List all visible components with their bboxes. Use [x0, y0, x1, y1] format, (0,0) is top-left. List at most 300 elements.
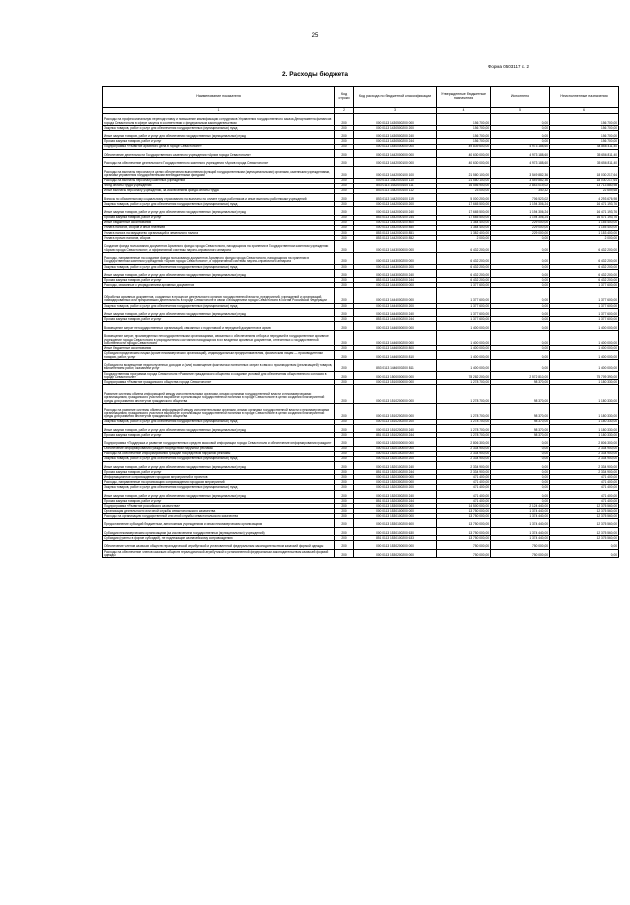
row-code: 200 [335, 125, 354, 130]
row-executed: 0,00 [491, 283, 550, 288]
row-name: Иные закупки товаров, работ и услуг для обеспечения государственных (муниципальных) нужд [103, 490, 335, 499]
row-name: Расходы, направленные на создание фонда пользования документов Архивного фонда города Севастополя, находящихся на хранении в Государственном казенном учреждении «Архив города Севастополя», и эффективной системы научно-справочного аппарата [103, 252, 335, 264]
row-code: 200 [335, 404, 354, 419]
row-unexecuted: 18 030 217,64 [550, 166, 619, 178]
row-approved: 2 334 900,00 [437, 451, 491, 456]
table-row [103, 385, 619, 404]
row-kbk: 000 0113 1530000000 000 [354, 504, 437, 509]
row-kbk: 853 0113 1442000100 111 [354, 183, 437, 188]
row-name: Иные бюджетные ассигнования [103, 346, 335, 351]
row-unexecuted: 16 471 193,76 [550, 207, 619, 216]
row-approved: 5 000 200,00 [437, 193, 491, 202]
row-unexecuted: 4 293 676,98 [550, 193, 619, 202]
row-kbk: 000 0113 1442000100 110 [354, 178, 437, 183]
row-unexecuted: 2 806 300,00 [550, 438, 619, 447]
row-unexecuted: 471 400,00 [550, 490, 619, 499]
row-kbk: 000 0113 1530100000 000 [354, 509, 437, 514]
row-approved: 471 400,00 [437, 480, 491, 485]
row-unexecuted: 1 377 600,00 [550, 303, 619, 308]
row-name: Информационное сопровождение городских мероприятий и проектов [103, 475, 335, 480]
row-approved: 2 806 300,00 [437, 438, 491, 447]
row-code: 200 [335, 446, 354, 451]
row-name: Расходы на обеспечение членов казачьих обществ геральдической атрибутикой и установленной федеральным законодательством казачьей формой одежды [103, 549, 335, 558]
row-code: 200 [335, 351, 354, 360]
row-code: 200 [335, 359, 354, 371]
row-kbk: 000 0113 1510200200 240 [354, 424, 437, 433]
row-executed: 1 194 306,24 [491, 215, 550, 220]
row-kbk: 000 0113 1530100200 600 [354, 519, 437, 528]
row-name: Прочая закупка товаров, работ и услуг [103, 278, 335, 283]
row-code: 200 [335, 230, 354, 235]
row-executed: 0,00 [491, 322, 550, 331]
row-kbk: 000 0113 1510000000 000 [354, 380, 437, 385]
row-executed: 750 000,00 [491, 541, 550, 550]
row-name: Субсидии юридическим лицам (кроме некоммерческих организаций), индивидуальным предпринимателям, физическим лицам — производителям товаров, работ, услуг [103, 351, 335, 360]
row-kbk: 851 0113 1520300200 244 [354, 499, 437, 504]
row-name: Иные закупки товаров, работ и услуг для обеспечения государственных (муниципальных) нужд [103, 308, 335, 317]
row-kbk: 000 0113 1446000200 810 [354, 351, 437, 360]
row-approved: 6 432 200,00 [437, 252, 491, 264]
row-kbk: 000 0113 1444000000 000 [354, 283, 437, 288]
row-code: 200 [335, 139, 354, 144]
row-approved: 13 750 000,00 [437, 536, 491, 541]
table-row [103, 527, 619, 536]
row-kbk: 000 0113 1520300000 000 [354, 475, 437, 480]
row-unexecuted: 2 334 900,00 [550, 461, 619, 470]
row-kbk: 000 0113 1444000200 240 [354, 308, 437, 317]
row-name: Предоставление субсидий бюджетным, автономным учреждениям и иным некоммерческим организациям [103, 519, 335, 528]
row-approved: 1 377 600,00 [437, 303, 491, 308]
row-unexecuted: 2 334 900,00 [550, 456, 619, 461]
row-executed: 0,00 [491, 264, 550, 269]
row-executed: 98 370,00 [491, 424, 550, 433]
row-approved: 1 278 700,00 [437, 404, 491, 419]
table-row [103, 130, 619, 139]
row-name: Закупка товаров, работ и услуг для обеспечения государственных (муниципальных) нужд [103, 485, 335, 490]
table-row [103, 193, 619, 202]
row-name: Закупка товаров, работ и услуг для обеспечения государственных (муниципальных) нужд [103, 419, 335, 424]
row-approved: 1 278 700,00 [437, 433, 491, 438]
row-approved: 1 400 000,00 [437, 351, 491, 360]
row-approved: 156 700,00 [437, 125, 491, 130]
row-code: 200 [335, 490, 354, 499]
row-approved: 40 630 000,00 [437, 158, 491, 167]
row-name: Расходы, связанные с упорядочением архивных документов [103, 283, 335, 288]
row-unexecuted: 12 375 560,00 [550, 519, 619, 528]
row-name: Прочая закупка товаров, работ и услуг [103, 499, 335, 504]
row-code: 200 [335, 166, 354, 178]
row-code: 200 [335, 264, 354, 269]
row-kbk: 000 0113 1530200000 000 [354, 541, 437, 550]
row-kbk: 000 0113 1530200200 000 [354, 549, 437, 558]
row-executed: 0,00 [491, 451, 550, 456]
row-kbk: 853 0113 1442000100 852 [354, 235, 437, 240]
row-kbk: 851 0113 1520100200 244 [354, 470, 437, 475]
row-approved: 750 000,00 [437, 541, 491, 550]
row-code: 200 [335, 158, 354, 167]
row-kbk: 853 0113 1442000100 244 [354, 215, 437, 220]
row-name: Уплата налогов, сборов и иных платежей [103, 225, 335, 230]
table-row [103, 330, 619, 345]
row-unexecuted: 1 180 330,00 [550, 404, 619, 419]
row-executed: 1 194 306,24 [491, 202, 550, 207]
row-kbk: 000 0113 1444000200 200 [354, 303, 437, 308]
column-number: 6 [550, 108, 619, 114]
row-unexecuted: 1 400 000,00 [550, 322, 619, 331]
row-approved: 1 377 600,00 [437, 308, 491, 317]
row-approved: 1 382 400,00 [437, 230, 491, 235]
row-approved: 1 377 600,00 [437, 288, 491, 303]
row-name: Возмещение затрат, произведенных негосударственными организациями, связанных с обеспечением отбора и передачей в государственное архивное учреждение города Севастополя в упорядоченном состоянии находящихся в их владении архивных документов, отнесенных к государственной собственности города Севастополя [103, 330, 335, 345]
table-row [103, 240, 619, 252]
table-row [103, 438, 619, 447]
row-code: 200 [335, 308, 354, 317]
row-unexecuted: 1 400 000,00 [550, 346, 619, 351]
row-unexecuted: 1 180 330,00 [550, 424, 619, 433]
row-code: 200 [335, 303, 354, 308]
row-approved: 6 432 200,00 [437, 264, 491, 269]
row-executed: 0,00 [491, 470, 550, 475]
row-unexecuted: 1 155 400,00 [550, 220, 619, 225]
row-executed: 0,00 [491, 125, 550, 130]
row-approved: 156 700,00 [437, 139, 491, 144]
row-kbk: 000 0113 1442000000 000 [354, 149, 437, 158]
row-approved: 21 580 100,00 [437, 166, 491, 178]
row-kbk: 853 0113 1442000100 112 [354, 188, 437, 193]
row-kbk: 000 0113 1510200200 200 [354, 419, 437, 424]
row-code: 200 [335, 514, 354, 519]
row-code: 200 [335, 451, 354, 456]
row-name: Организация деятельности или иной службы севастопольского казачества [103, 509, 335, 514]
row-approved: 2 334 900,00 [437, 470, 491, 475]
row-name: Возмещение затрат негосударственных организаций, связанных с подготовкой и передачей документов в архив [103, 322, 335, 331]
row-kbk: 851 0113 1510200200 244 [354, 433, 437, 438]
row-unexecuted: 0,00 [550, 541, 619, 550]
row-name: Иные бюджетные ассигнования [103, 220, 335, 225]
header-kbk: Код расхода по бюджетной классификации [354, 87, 437, 108]
row-approved: 21 580 100,00 [437, 178, 491, 183]
row-kbk: 000 0113 1510200000 000 [354, 385, 437, 404]
row-name: Подпрограмма «Развитие архивного дела в городе Севастополе» [103, 144, 335, 149]
row-unexecuted: 16 471 193,76 [550, 215, 619, 220]
row-kbk: 000 0113 1442000100 000 [354, 158, 437, 167]
row-unexecuted: 2 334 900,00 [550, 446, 619, 451]
row-name: Создание фонда пользования документов Архивного фонда города Севастополя, находящихся на хранении в Государственном казенном учреждении «Архив города Севастополя», и эффективной системы научно-справочного аппарата [103, 240, 335, 252]
row-approved: 13 750 000,00 [437, 527, 491, 536]
row-executed: 98 370,00 [491, 419, 550, 424]
row-executed: 1 374 440,00 [491, 527, 550, 536]
row-code: 200 [335, 541, 354, 550]
row-name: Иные закупки товаров, работ и услуг для обеспечения государственных (муниципальных) нужд [103, 424, 335, 433]
row-code: 200 [335, 144, 354, 149]
row-kbk: 000 0113 1530100200 630 [354, 527, 437, 536]
row-code: 200 [335, 322, 354, 331]
row-approved: 2 334 900,00 [437, 461, 491, 470]
row-approved: 1 278 700,00 [437, 380, 491, 385]
row-executed: 0,00 [491, 480, 550, 485]
row-approved: 1 400 000,00 [437, 330, 491, 345]
row-unexecuted: 1 377 600,00 [550, 288, 619, 303]
row-kbk: 853 0113 1442000100 119 [354, 193, 437, 202]
row-executed: 4 973 188,60 [491, 158, 550, 167]
row-executed: 340,32 [491, 188, 550, 193]
row-name: Закупка товаров, работ и услуг для обеспечения государственных (муниципальных) нужд [103, 303, 335, 308]
row-name: Прочая закупка товаров, работ и услуг [103, 433, 335, 438]
row-executed: 1 194 306,24 [491, 207, 550, 216]
table-row [103, 541, 619, 550]
row-code: 200 [335, 485, 354, 490]
row-approved: 471 400,00 [437, 485, 491, 490]
row-unexecuted: 2 334 900,00 [550, 451, 619, 456]
row-approved: 13 750 000,00 [437, 509, 491, 514]
row-kbk: 000 0113 1530100200 000 [354, 514, 437, 519]
row-executed: 0,00 [491, 446, 550, 451]
table-row [103, 252, 619, 264]
row-approved: 1 278 700,00 [437, 419, 491, 424]
table-row [103, 461, 619, 470]
row-unexecuted: 1 180 330,00 [550, 419, 619, 424]
row-unexecuted: 13 713 880,98 [550, 183, 619, 188]
row-unexecuted: 1 377 600,00 [550, 317, 619, 322]
row-name: Подпрограмма «Поддержка и развитие государственных средств массовой информации города Севастополя и обеспечение информирования граждан» [103, 438, 335, 447]
row-unexecuted: 156 700,00 [550, 114, 619, 126]
row-executed: 4 973 188,60 [491, 149, 550, 158]
row-approved: 14 500 000,00 [437, 504, 491, 509]
row-executed: 3 549 882,36 [491, 178, 550, 183]
row-code: 200 [335, 509, 354, 514]
row-approved: 471 400,00 [437, 475, 491, 480]
row-executed: 1 374 440,00 [491, 509, 550, 514]
row-name: Расходы на развитие системы обмена информацией между исполнительными органами, иными органами государственной власти и некоммерческими организациями, гражданского участия в выработке и реализации государственной политики в городе Севастополе в целях создания благоприятной среды для развития институтов гражданского общества [103, 404, 335, 419]
row-executed: 0,00 [491, 269, 550, 278]
row-unexecuted: 1 155 400,00 [550, 225, 619, 230]
row-approved: 13 750 000,00 [437, 519, 491, 528]
row-approved: 1 400 000,00 [437, 359, 491, 371]
row-kbk: 000 0113 1430500200 200 [354, 125, 437, 130]
row-executed: 0,00 [491, 485, 550, 490]
row-code: 200 [335, 380, 354, 385]
row-executed: 0,00 [491, 278, 550, 283]
row-name: Обработка архивных документов, созданных в процессе деятельности органов государственной власти, предприятий, учреждений и организаций, ликвидированных или прекративших деятельность в городе Севастополе в связи с вхождением города Севастополя в состав Российской Федерации [103, 288, 335, 303]
row-unexecuted: 1 377 600,00 [550, 283, 619, 288]
row-unexecuted: 156 700,00 [550, 139, 619, 144]
row-name: Прочая закупка товаров, работ и услуг [103, 215, 335, 220]
row-executed: 0,00 [491, 351, 550, 360]
row-code: 200 [335, 183, 354, 188]
row-kbk: 000 0113 1443000000 000 [354, 240, 437, 252]
row-kbk: 000 0113 1430500200 244 [354, 139, 437, 144]
table-row [103, 207, 619, 216]
row-code: 200 [335, 504, 354, 509]
row-unexecuted: 12 375 560,00 [550, 514, 619, 519]
row-executed: 0,00 [491, 130, 550, 139]
row-executed: 1 374 440,00 [491, 519, 550, 528]
row-name: Субсидии на возмещение недополученных доходов и (или) возмещение фактически понесенных затрат в связи с производством (реализацией) товаров, выполнением работ, оказанием услуг [103, 359, 335, 371]
row-executed: 0,00 [491, 499, 550, 504]
row-kbk: 000 0113 1520100000 000 [354, 446, 437, 451]
row-name: Закупка товаров, работ и услуг для обеспечения государственных (муниципальных) нужд [103, 456, 335, 461]
page-number: 25 [311, 33, 319, 39]
row-executed: 0,00 [491, 303, 550, 308]
row-approved: 1 384 400,00 [437, 220, 491, 225]
table-row [103, 371, 619, 380]
row-kbk: 000 0113 1443000200 240 [354, 269, 437, 278]
section-title: 2. Расходы бюджета [282, 71, 348, 78]
row-executed: 0,00 [491, 346, 550, 351]
row-kbk: 000 0113 1442000100 100 [354, 166, 437, 178]
row-approved: 1 278 700,00 [437, 385, 491, 404]
row-unexecuted: 1 400 000,00 [550, 359, 619, 371]
row-unexecuted: 18 030 217,64 [550, 178, 619, 183]
row-code: 200 [335, 470, 354, 475]
row-executed: 2 124 440,00 [491, 504, 550, 509]
row-unexecuted: 471 400,00 [550, 480, 619, 485]
row-executed: 0,00 [491, 490, 550, 499]
table-row [103, 308, 619, 317]
row-executed: 750 000,00 [491, 549, 550, 558]
row-kbk: 000 0113 1520300200 240 [354, 490, 437, 499]
row-executed: 229 000,00 [491, 220, 550, 225]
row-name: Обеспечение информирования граждан посредством наружной рекламы [103, 446, 335, 451]
row-code: 200 [335, 288, 354, 303]
row-executed: 0,00 [491, 308, 550, 317]
row-code: 200 [335, 149, 354, 158]
row-code: 200 [335, 456, 354, 461]
row-code: 200 [335, 499, 354, 504]
row-approved: 17 665 500,00 [437, 215, 491, 220]
row-executed: 1 374 440,00 [491, 536, 550, 541]
row-approved: 17 665 500,00 [437, 207, 491, 216]
row-executed: 0,00 [491, 330, 550, 345]
row-name: Расходы на выплаты персоналу в целях обеспечения выполнения функций государственными (муниципальными) органами, казенными учреждениями, органами управления государственными внебюджетными фондами [103, 166, 335, 178]
row-kbk: 000 0113 1442000100 240 [354, 207, 437, 216]
row-unexecuted: 471 400,00 [550, 475, 619, 480]
row-code: 200 [335, 130, 354, 139]
row-kbk: 000 0113 1444000200 000 [354, 288, 437, 303]
row-name: Уплата налога на имущество организаций и земельного налога [103, 230, 335, 235]
row-name: Подпрограмма «Развитие гражданского общества города Севастополя» [103, 380, 335, 385]
row-code: 200 [335, 536, 354, 541]
row-executed: 98 370,00 [491, 385, 550, 404]
row-unexecuted: 16 471 193,76 [550, 202, 619, 207]
row-approved: 1 384 400,00 [437, 225, 491, 230]
row-name: Иные закупки товаров, работ и услуг для обеспечения государственных (муниципальных) нужд [103, 461, 335, 470]
row-approved: 471 400,00 [437, 499, 491, 504]
row-unexecuted: 6 432 200,00 [550, 264, 619, 269]
row-unexecuted: 1 400 000,00 [550, 330, 619, 345]
row-code: 200 [335, 330, 354, 345]
row-code: 200 [335, 114, 354, 126]
row-name: Фонд оплаты труда учреждений [103, 183, 335, 188]
table-row [103, 322, 619, 331]
row-code: 200 [335, 193, 354, 202]
row-unexecuted: 1 180 330,00 [550, 380, 619, 385]
row-kbk: 000 0113 1520100200 240 [354, 461, 437, 470]
row-unexecuted: 156 700,00 [550, 125, 619, 130]
row-unexecuted: 1 153 400,00 [550, 230, 619, 235]
row-code: 200 [335, 283, 354, 288]
row-unexecuted: 6 432 200,00 [550, 269, 619, 278]
row-kbk: 000 0113 1440000000 000 [354, 144, 437, 149]
row-approved: 156 700,00 [437, 114, 491, 126]
column-number: 2 [335, 108, 354, 114]
table-row [103, 269, 619, 278]
row-kbk: 000 0113 1442000100 850 [354, 225, 437, 230]
row-approved: 78 282 200,00 [437, 371, 491, 380]
row-approved: 40 630 000,00 [437, 149, 491, 158]
row-name: Прочая закупка товаров, работ и услуг [103, 470, 335, 475]
row-kbk: 000 0113 1500000000 000 [354, 371, 437, 380]
row-code: 200 [335, 235, 354, 240]
row-kbk: 000 0113 1520000000 000 [354, 438, 437, 447]
row-kbk: 000 0113 1442000100 200 [354, 202, 437, 207]
row-code: 200 [335, 240, 354, 252]
row-executed: 0,00 [491, 114, 550, 126]
header-approved: Утвержденные бюджетные назначения [437, 87, 491, 108]
row-code: 200 [335, 178, 354, 183]
row-unexecuted: 156 700,00 [550, 130, 619, 139]
row-code: 200 [335, 317, 354, 322]
row-unexecuted: 1 377 600,00 [550, 308, 619, 317]
row-approved: 13 750 000,00 [437, 514, 491, 519]
row-unexecuted: 12 375 560,00 [550, 536, 619, 541]
row-kbk: 000 0113 1446000000 000 [354, 322, 437, 331]
row-code: 200 [335, 220, 354, 225]
row-kbk: 853 0113 1443000200 244 [354, 278, 437, 283]
row-name: Подпрограмма «Развитие российского казачества» [103, 504, 335, 509]
row-name: Расходы на выплаты персоналу казенных учреждений [103, 178, 335, 183]
header-name: Наименование показателя [103, 87, 335, 108]
column-number: 4 [437, 108, 491, 114]
row-code: 200 [335, 438, 354, 447]
row-name: Взносы по обязательному социальному страхованию на выплаты по оплате труда работников и иные выплаты работникам учреждений [103, 193, 335, 202]
row-code: 200 [335, 269, 354, 278]
row-kbk: 000 0113 1446000200 800 [354, 346, 437, 351]
row-unexecuted: 471 400,00 [550, 499, 619, 504]
table-row [103, 549, 619, 558]
row-name: Расходы, направленные на организацию сопровождения городских мероприятий [103, 480, 335, 485]
row-executed: 706 523,02 [491, 193, 550, 202]
row-kbk: 000 0113 1446000200 000 [354, 330, 437, 345]
row-name: Прочая закупка товаров, работ и услуг [103, 139, 335, 144]
row-kbk: 000 0113 1443000200 000 [354, 252, 437, 264]
row-kbk: 000 0113 1430500200 000 [354, 114, 437, 126]
row-kbk: 853 0113 1442000100 851 [354, 230, 437, 235]
row-kbk: 853 0113 1446000200 811 [354, 359, 437, 371]
row-name: Прочая закупка товаров, работ и услуг [103, 317, 335, 322]
row-name: Субсидии (гранты в форме субсидий), не подлежащие казначейскому сопровождению [103, 536, 335, 541]
row-kbk: 000 0113 1520300200 000 [354, 480, 437, 485]
row-unexecuted: 1 180 330,00 [550, 385, 619, 404]
row-executed: 229 000,00 [491, 225, 550, 230]
table-row [103, 149, 619, 158]
row-executed: 2 843 019,02 [491, 183, 550, 188]
row-executed: 0,00 [491, 317, 550, 322]
row-name: Субсидии некоммерческим организациям (за исключением государственных (муниципальных) учреждений) [103, 527, 335, 536]
row-executed: 0,00 [491, 461, 550, 470]
row-code: 200 [335, 549, 354, 558]
row-approved: 17 665 500,00 [437, 202, 491, 207]
row-unexecuted: 6 432 200,00 [550, 252, 619, 264]
row-approved: 1 377 600,00 [437, 317, 491, 322]
row-approved: 2 334 900,00 [437, 456, 491, 461]
row-code: 200 [335, 371, 354, 380]
row-code: 200 [335, 480, 354, 485]
row-unexecuted: 0,00 [550, 549, 619, 558]
row-executed: 229 000,00 [491, 230, 550, 235]
row-kbk: 000 0113 1443000200 200 [354, 264, 437, 269]
row-name: Иные выплаты персоналу учреждений, за исключением фонда оплаты труда [103, 188, 335, 193]
